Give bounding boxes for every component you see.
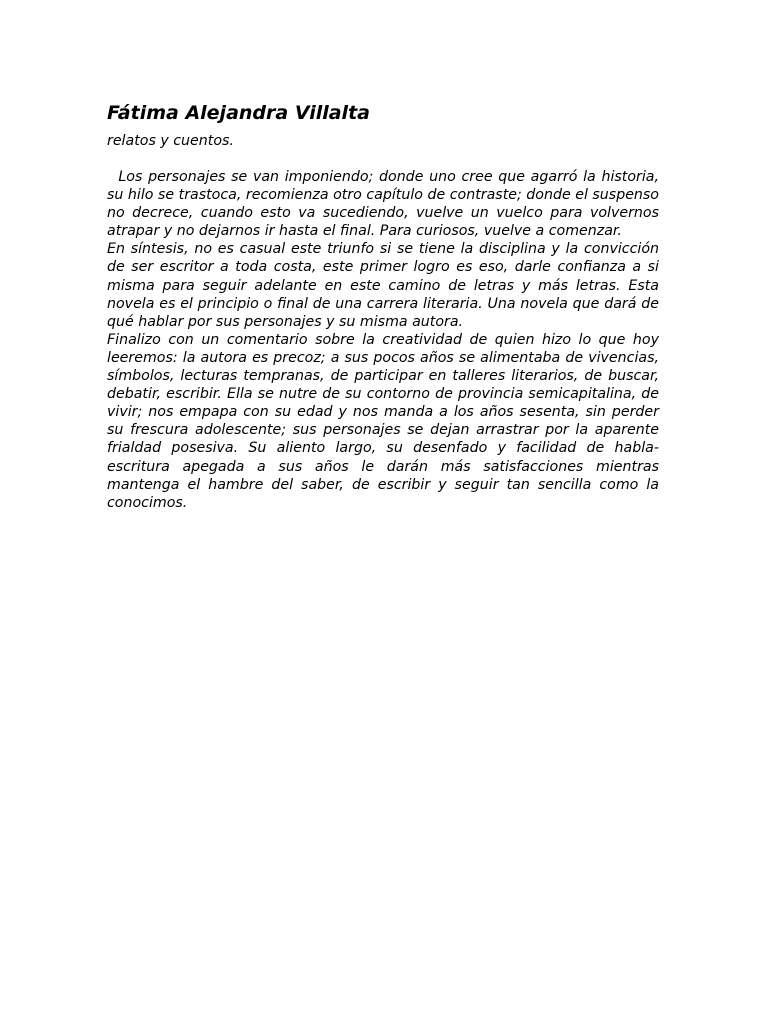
document-subtitle: relatos y cuentos. — [107, 133, 234, 149]
paragraph-3: Finalizo con un comentario sobre la creatividad de quien hizo lo que hoy leeremos: la autora es precoz; a sus pocos años se alimentaba de vivencias, símbolos, lecturas tempranas, de participar en talleres literarios, de buscar, debatir, escribir. Ella se nutre de su contorno de provincia semicapitalina, de vivir; nos empapa con su edad y nos manda a los años sesenta, sin perder su frescura adolescente; sus personajes se dejan arrastrar por la aparente frialdad posesiva. Su aliento largo, su desenfado y facilidad de habla-escritura apegada a sus años le darán más satisfacciones mientras mantenga el hambre del saber, de escribir y seguir tan sencilla como la conocimos. — [107, 331, 659, 511]
document-title: Fátima Alejandra Villalta — [107, 102, 370, 124]
paragraph-2: En síntesis, no es casual este triunfo si se tiene la disciplina y la convicción de ser escritor a toda costa, este primer logro es eso, darle confianza a si misma para seguir adelante en este camino de letras y más letras. Esta novela es el principio o final de una carrera literaria. Una novela que dará de qué hablar por sus personajes y su misma autora. — [107, 241, 659, 330]
document-page — [107, 100, 659, 512]
paragraph-1: Los personajes se van imponiendo; donde uno cree que agarró la historia, su hilo se trastoca, recomienza otro capítulo de contraste; donde el suspenso no decrece, cuando esto va sucediendo, vuelve un vuelco para volvernos atrapar y no dejarnos ir hasta el final. Para curiosos, vuelve a comenzar. — [107, 169, 659, 240]
